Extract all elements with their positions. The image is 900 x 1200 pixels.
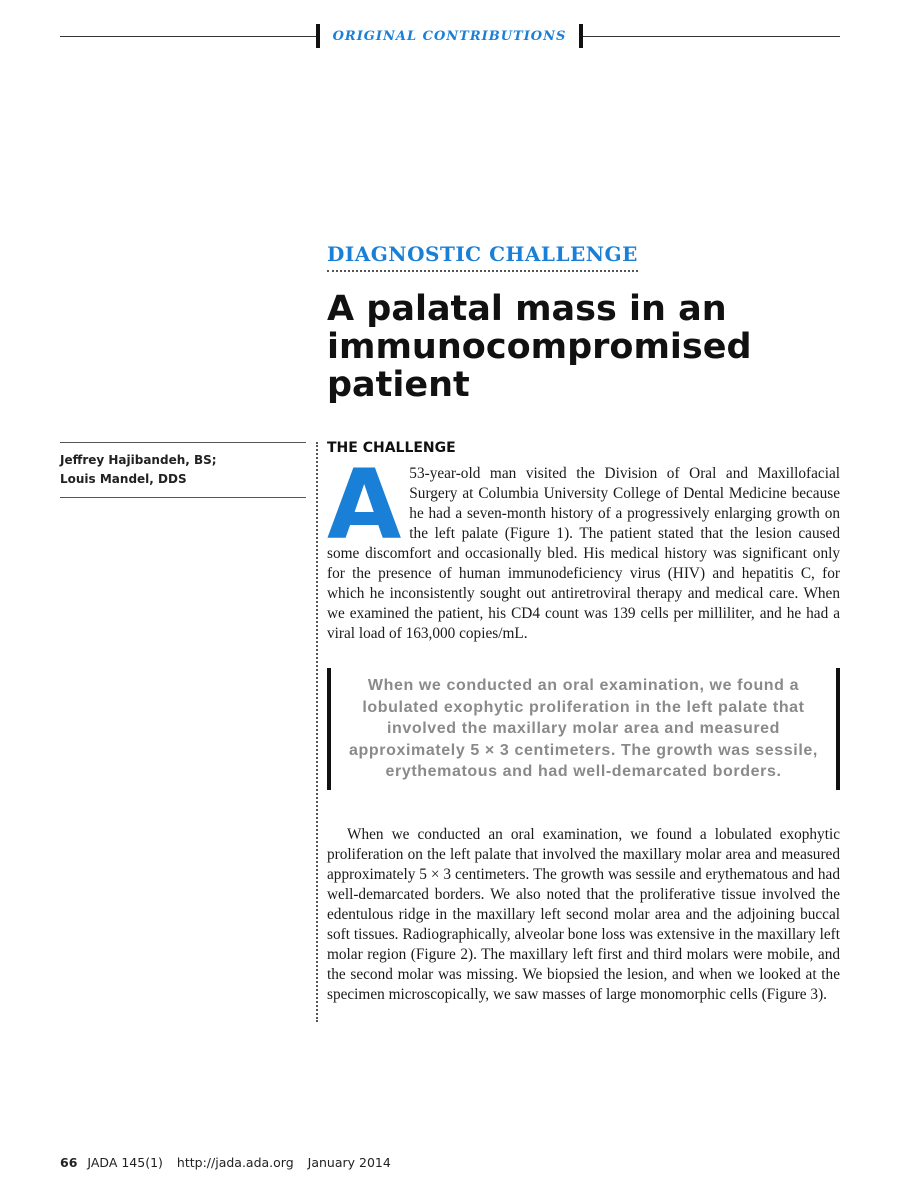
author-name: Jeffrey Hajibandeh, BS; [60, 453, 217, 467]
article-kicker: DIAGNOSTIC CHALLENGE [327, 242, 638, 272]
paragraph-text: 53-year-old man visited the Division of Oral and Maxillofacial Surgery at Columbia University College of Dental Medicine because he had a seven-month history of a progressively enlarging growth on the left palate (Figure 1). The patient stated that the lesion caused some discomfort and occasionally bled. His medical history was significant only for the presence of human immunodeficiency virus (HIV) and hepatitis C, for which he inconsistently sought out antiretroviral therapy and medical care. When we examined the patient, his CD4 count was 139 cells per milliliter, and he had a viral load of 163,000 copies/mL. [327, 465, 840, 642]
pull-quote-text: When we conducted an oral examination, we found a lobulated exophytic proliferation in the left palate that involved the maxillary molar area and measured approximately 5 × 3 centimeters. The growth was sessile, erythematous and had well-demarcated borders. [349, 677, 818, 781]
header-rule-right [583, 36, 840, 37]
author-list [60, 442, 306, 498]
header-rule-left [60, 36, 316, 37]
column-divider [316, 442, 318, 1022]
body-paragraph [327, 449, 840, 644]
issue-date: January 2014 [307, 1155, 391, 1170]
body-paragraph: When we conducted an oral examination, we found a lobulated exophytic proliferation on the left palate that involved the maxillary molar area and measured approximately 5 × 3 centimeters. The growth was sessile and erythematous and had well-demarcated borders. We also noted that the proliferative tissue involved the edentulous ridge in the maxillary left second molar area and the adjoining buccal soft tissues. Radiographically, alveolar bone loss was extensive in the maxillary left molar region (Figure 2). The maxillary left first and third molars were mobile, and the second molar was missing. We biopsied the lesion, and when we looked at the specimen microscopically, we saw masses of large monomorphic cells (Figure 3). [327, 826, 840, 1003]
section-tag [316, 24, 583, 48]
pull-quote [327, 668, 840, 790]
section-heading: THE CHALLENGE [327, 440, 456, 456]
page-number: 66 [60, 1155, 78, 1170]
page-footer [60, 1155, 391, 1170]
section-tag-label: ORIGINAL CONTRIBUTIONS [332, 28, 567, 44]
journal-url[interactable]: http://jada.ada.org [176, 1155, 294, 1170]
drop-cap: A [327, 449, 402, 561]
article-title: A palatal mass in an immunocompromised patient [327, 289, 752, 405]
journal-issue: JADA 145(1) [87, 1155, 163, 1170]
author-name: Louis Mandel, DDS [60, 472, 187, 486]
